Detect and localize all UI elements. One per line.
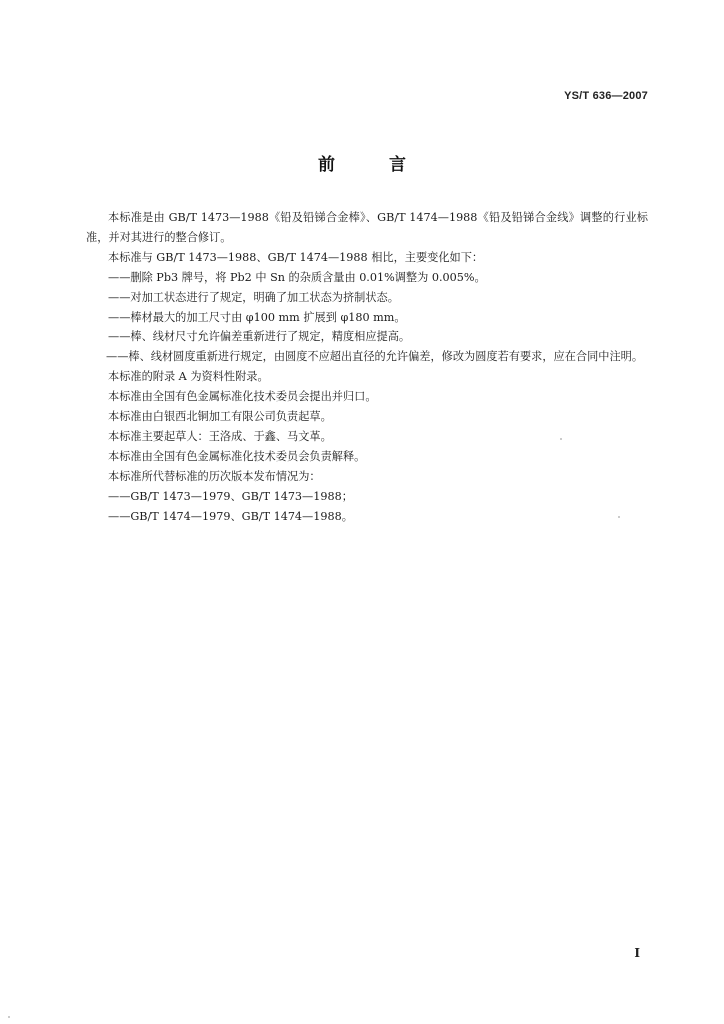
foreword-body: [86, 208, 648, 527]
history-item-1: ——GB/T 1473—1979、GB/T 1473—1988；: [108, 489, 353, 503]
paragraph-history-lead: 本标准所代替标准的历次版本发布情况为：: [108, 469, 321, 483]
change-item-4: ——棒、线材尺寸允许偏差重新进行了规定，精度相应提高。: [108, 330, 411, 344]
change-item-5: ——棒、线材圆度重新进行规定，由圆度不应超出直径的允许偏差，修改为圆度若有要求，应在合同中注明。: [106, 350, 644, 364]
paragraph-appendix: 本标准的附录 A 为资料性附录。: [108, 370, 269, 384]
paragraph-drafter-org: 本标准由白银西北铜加工有限公司负责起草。: [108, 410, 332, 424]
document-code: YS/T 636—2007: [564, 90, 648, 102]
paragraph-intro: 本标准是由 GB/T 1473—1988《铅及铅锑合金棒》、GB/T 1474—1988《铅及铅锑合金线》调整的行业标准，并对其进行的整合修订。: [86, 211, 648, 244]
paragraph-proposer: 本标准由全国有色金属标准化技术委员会提出并归口。: [108, 390, 377, 404]
paragraph-drafters: 本标准主要起草人：王洛成、于鑫、马文革。: [108, 429, 332, 443]
scan-speck: [618, 516, 620, 518]
history-item-2: ——GB/T 1474—1979、GB/T 1474—1988。: [108, 509, 353, 523]
paragraph-interpretation: 本标准由全国有色金属标准化技术委员会负责解释。: [108, 449, 366, 463]
paragraph-changes-lead: 本标准与 GB/T 1473—1988、GB/T 1474—1988 相比，主要变化如下：: [108, 250, 484, 264]
change-item-2: ——对加工状态进行了规定，明确了加工状态为挤制状态。: [108, 290, 399, 304]
change-item-3: ——棒材最大的加工尺寸由 φ100 mm 扩展到 φ180 mm。: [108, 310, 406, 324]
page-number: I: [634, 946, 640, 960]
change-item-1: ——删除 Pb3 牌号，将 Pb2 中 Sn 的杂质含量由 0.01%调整为 0.005%。: [108, 270, 486, 284]
scan-speck: [8, 1016, 10, 1018]
scan-speck: [560, 438, 562, 440]
page-title: 前 言: [318, 155, 430, 175]
